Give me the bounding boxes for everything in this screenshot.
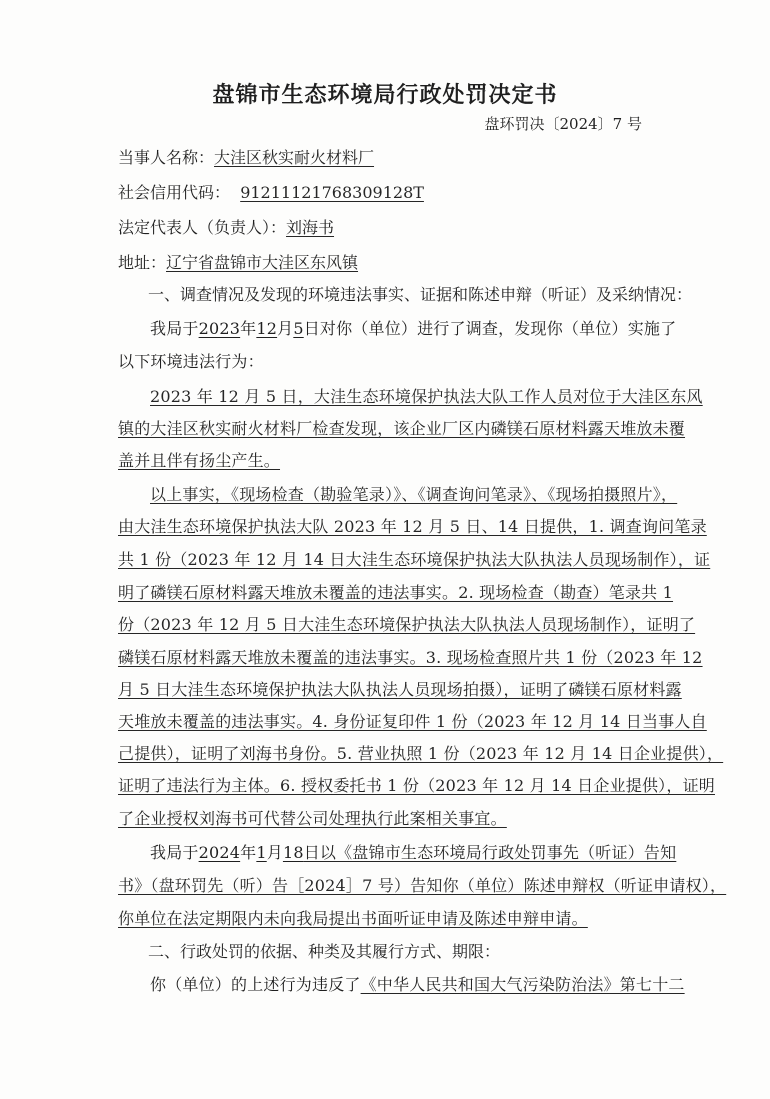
para4-month: 1 [256,843,267,862]
para3-line: 共 1 份（2023 年 12 月 14 日大洼生态环境保护执法大队执法人员现场制作），证 [118,550,711,569]
para4-text-a: 我局于 [150,843,199,862]
document-title: 盘锦市生态环境局行政处罚决定书 [212,83,558,108]
address-value: 辽宁省盘锦市大洼区东风镇 [166,253,359,272]
para3-line: 份（2023 年 12 月 5 日大洼生态环境保护执法大队执法人员现场制作），证明了 [118,615,696,634]
credit-code-value: 91211121768309128T [240,183,424,202]
para3-line: 磷镁石原材料露天堆放未覆盖的违法事实。3. 现场检查照片共 1 份（2023 年 12 [118,648,703,667]
party-name-row [118,145,374,168]
para4-line1 [150,840,676,863]
para1-text-a: 我局于 [150,319,199,338]
document-number: 盘环罚决〔2024〕7 号 [484,115,642,133]
section1-heading: 一、调查情况及发现的环境违法事实、证据和陈述申辩（听证）及采纳情况： [148,285,693,304]
para1-day: 5 [293,319,304,338]
para4-line2: 书》（盘环罚先（听）告［2024］7 号）告知你（单位）陈述申辩权（听证申请权）， [118,876,727,895]
para3-line: 月 5 日大洼生态环境保护执法大队执法人员现场拍摄），证明了磷镁石原材料露 [118,680,682,699]
para4-line3: 你单位在法定期限内未向我局提出书面听证申请及陈述申辩申请。 [118,909,588,928]
para4-text-c: 月 [266,843,283,862]
para3-line: 由大洼生态环境保护执法大队 2023 年 12 月 5 日、14 日提供，1. 调查询问笔录 [118,517,707,536]
para5-law-name: 《中华人民共和国大气污染防治法》第七十二 [360,975,685,994]
address-label: 地址： [118,253,167,272]
para1-line2: 以下环境违法行为： [118,352,264,371]
para2-line: 镇的大洼区秋实耐火材料厂检查发现，该企业厂区内磷镁石原材料露天堆放未覆 [118,419,686,438]
para5-line1 [150,972,685,995]
para4-day: 18 [282,843,304,862]
credit-code-label: 社会信用代码： [118,183,231,202]
section2-heading: 二、行政处罚的依据、种类及其履行方式、期限： [148,942,501,961]
para3-line: 己提供），证明了刘海书身份。5. 营业执照 1 份（2023 年 12 月 14 日企业提供）， [118,744,724,763]
para3-line: 了企业授权刘海书可代替公司处理执行此案相关事宜。 [118,809,507,828]
para1-text-b: 年 [240,319,257,338]
legal-rep-value: 刘海书 [286,218,335,237]
para3-line: 天堆放未覆盖的违法事实。4. 身份证复印件 1 份（2023 年 12 月 14 日当事人自 [118,712,707,731]
para1-line1 [150,316,676,339]
party-name-label: 当事人名称： [118,148,215,167]
para5-text-a: 你（单位）的上述行为违反了 [150,975,361,994]
legal-rep-label: 法定代表人（负责人）： [118,218,287,237]
credit-code-row [118,180,424,203]
para2-line: 2023 年 12 月 5 日，大洼生态环境保护执法大队工作人员对位于大洼区东风 [150,387,703,406]
para1-text-d: 日对你（单位）进行了调查，发现你（单位）实施了 [303,319,677,338]
legal-rep-row [118,215,334,238]
para2-line: 盖并且伴有扬尘产生。 [118,451,281,470]
para3-line: 证明了违法行为主体。6. 授权委托书 1 份（2023 年 12 月 14 日企业提供），证明 [118,776,715,795]
para3-line: 明了磷镁石原材料露天堆放未覆盖的违法事实。2. 现场检查（勘查）笔录共 1 [118,583,674,602]
para1-text-c: 月 [277,319,294,338]
party-name-value: 大洼区秋实耐火材料厂 [214,148,375,167]
para3-line: 以上事实，《现场检查（勘验笔录）》、《调查询问笔录》、《现场拍摄照片》， [150,485,678,504]
para4-text-d: 日以《盘锦市生态环境局行政处罚事先（听证）告知 [303,843,677,862]
para1-year: 2023 [198,319,241,338]
para4-text-b: 年 [240,843,257,862]
address-row [118,250,358,273]
para1-month: 12 [256,319,278,338]
para4-year: 2024 [198,843,241,862]
